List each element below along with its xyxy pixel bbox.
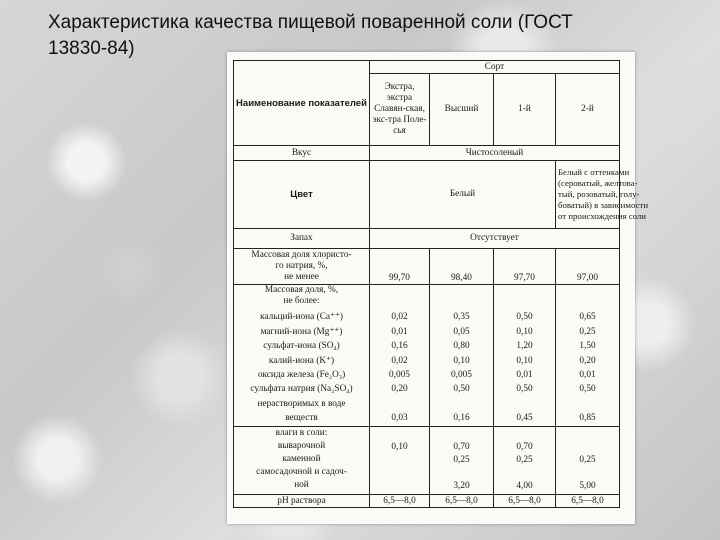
ph-value-first: 6,5—8,0 (494, 495, 556, 508)
impurity-sulfate: сульфат-иона (SO₄) (263, 341, 340, 352)
row-impurities-labels: Массовая доля, %, не более: кальций-иона (Ca⁺⁺) магний-иона (Mg⁺⁺) сульфат-иона (SO₄) калий-иона (K⁺) оксида железа (Fe₂O₃) сульфата натрия (Na₂SO₄) нерастворимых в воде веществ (234, 285, 370, 427)
impurity-iron-oxide: оксида железа (Fe₂O₃) (257, 370, 346, 380)
salt-quality-table (233, 60, 649, 508)
impurities-col-highest: 0,35 0,05 0,80 0,10 0,005 0,50 0,16 (430, 285, 494, 427)
impurity-potassium: калий-иона (K⁺) (268, 355, 335, 366)
impurity-calcium: кальций-иона (Ca⁺⁺) (260, 312, 343, 323)
nacl-value-extra: 99,70 (370, 249, 430, 285)
row-taste-value: Чистосоленый (370, 146, 620, 161)
moisture-col-second: 0,25 5,00 (556, 427, 620, 495)
ph-value-second: 6,5—8,0 (556, 495, 620, 508)
nacl-value-first: 97,70 (494, 249, 556, 285)
header-grade-highest: Высший (430, 74, 494, 146)
impurity-sodium-sulfate: сульфата натрия (Na₂SO₄) (250, 384, 353, 395)
row-color-label: Цвет (234, 161, 370, 229)
moisture-col-first: 0,70 0,25 4,00 (494, 427, 556, 495)
slide-title: Характеристика качества пищевой поваренной соли (ГОСТ 13830-84) (48, 12, 573, 59)
row-ph-label: pH раствора (234, 495, 370, 508)
nacl-value-second: 97,00 (556, 249, 620, 285)
nacl-value-highest: 98,40 (430, 249, 494, 285)
impurities-col-second: 0,65 0,25 1,50 0,20 0,01 0,50 0,85 (556, 285, 620, 427)
header-indicator: Наименование показателей (234, 61, 370, 146)
moisture-col-extra: 0,10 (370, 427, 430, 495)
gost-table-scan (227, 52, 649, 524)
header-grade: Сорт (370, 61, 620, 74)
row-smell-value: Отсутствует (370, 229, 620, 249)
header-grade-extra: Экстра, экстра Славян-ская, экс-тра Поле-сья (370, 74, 430, 146)
moisture-col-highest: 0,70 0,25 3,20 (430, 427, 494, 495)
header-grade-first: 1-й (494, 74, 556, 146)
row-color-grade2: Белый с оттенками (сероватый, желтова- тый, розоватый, голу- боватый) в зависимости от происхождения соли (556, 161, 620, 229)
row-moisture-labels: влаги в соли: выварочной каменной самосадочной и садоч- ной (234, 427, 370, 495)
impurities-col-extra: 0,02 0,01 0,16 0,02 0,005 0,20 0,03 (370, 285, 430, 427)
row-nacl-label: Массовая доля хлористо- го натрия, %, не менее (234, 249, 370, 285)
moisture-evaporated: выварочной (277, 441, 326, 451)
ph-value-extra: 6,5—8,0 (370, 495, 430, 508)
ph-value-highest: 6,5—8,0 (430, 495, 494, 508)
header-grade-second: 2-й (556, 74, 620, 146)
row-color-value: Белый (370, 161, 556, 229)
impurity-magnesium: магний-иона (Mg⁺⁺) (260, 326, 343, 337)
impurity-insoluble: нерастворимых в воде (257, 398, 346, 409)
moisture-rock: каменной (282, 454, 321, 464)
row-taste-label: Вкус (234, 146, 370, 161)
row-smell-label: Запах (234, 229, 370, 249)
moisture-self-settled: самосадочной и садоч- (256, 467, 347, 477)
impurities-col-first: 0,50 0,10 1,20 0,10 0,01 0,50 0,45 (494, 285, 556, 427)
